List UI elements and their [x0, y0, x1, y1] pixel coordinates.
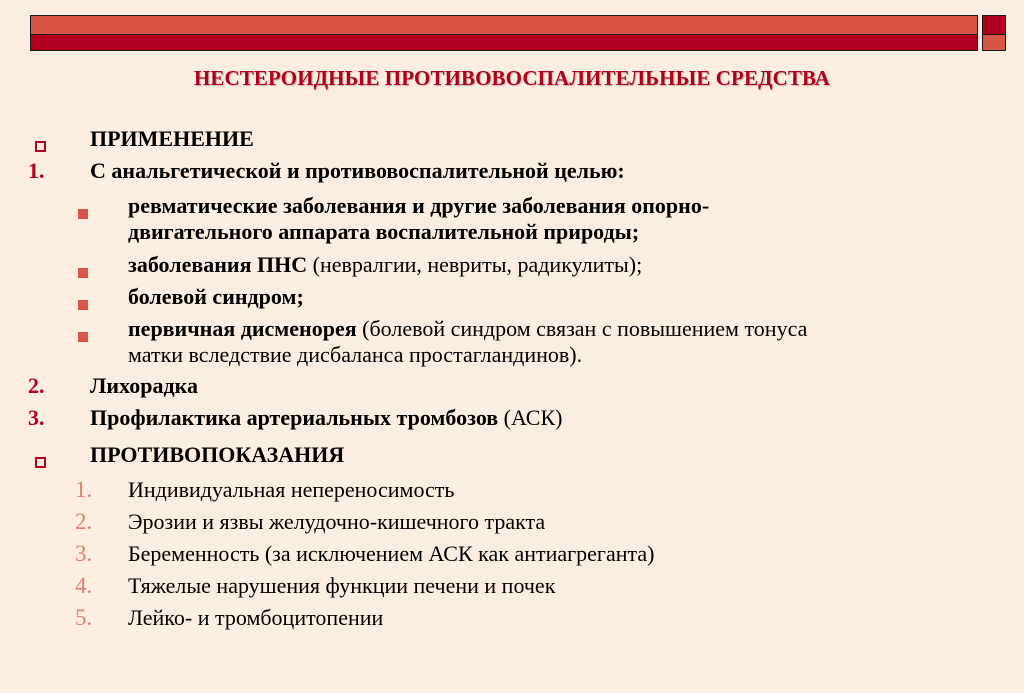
section-heading-application: ПРИМЕНЕНИЕ [90, 126, 254, 151]
slide-title: НЕСТЕРОИДНЫЕ ПРОТИВОВОСПАЛИТЕЛЬНЫЕ СРЕДСТВА [193, 66, 831, 90]
filled-square-bullet-icon [78, 290, 88, 316]
list-item-text: С анальгетической и противовоспалительной целью: [90, 158, 625, 183]
list-item-text: Индивидуальная непереносимость [128, 477, 455, 502]
list-number: 1. [28, 158, 45, 183]
list-number: 3. [75, 541, 93, 566]
hollow-square-bullet-icon [35, 132, 46, 158]
list-item-text: Тяжелые нарушения функции печени и почек [128, 573, 556, 598]
list-number: 2. [28, 373, 45, 398]
list-item-text: Беременность (за исключением АСК как антиагреганта) [128, 541, 655, 566]
list-item-text [90, 405, 562, 431]
sub-item-text-line1 [128, 316, 807, 342]
header-bar-light [30, 15, 978, 35]
header-square-light [982, 35, 1006, 51]
sub-item-text: болевой синдром; [128, 284, 304, 309]
filled-square-bullet-icon [78, 258, 88, 284]
header-bar-dark [30, 35, 978, 51]
section-heading-contraindications: ПРОТИВОПОКАЗАНИЯ [90, 442, 345, 467]
list-number: 3. [28, 405, 45, 430]
sub-item-text [128, 252, 642, 278]
sub-item-text-line2: двигательного аппарата воспалительной природы; [128, 219, 640, 244]
list-number: 4. [75, 573, 93, 598]
list-number: 1. [75, 477, 93, 502]
list-item-text: Эрозии и язвы желудочно-кишечного тракта [128, 509, 546, 534]
sub-item-text-line1: ревматические заболевания и другие заболевания опорно- [128, 193, 710, 218]
filled-square-bullet-icon [78, 199, 88, 225]
list-number: 2. [75, 509, 93, 534]
filled-square-bullet-icon [78, 322, 88, 348]
sub-item-normal: (невралгии, невриты, радикулиты); [307, 252, 643, 277]
list-item-text: Лейко- и тромбоцитопении [128, 605, 384, 630]
list-item-bold: Профилактика артериальных тромбозов [90, 405, 499, 430]
sub-item-bold: заболевания ПНС [128, 252, 308, 277]
hollow-square-bullet-icon [35, 448, 46, 474]
list-item-text: Лихорадка [90, 373, 198, 398]
list-item-normal: (АСК) [498, 405, 563, 430]
sub-item-text-line2: матки вследствие дисбаланса простагландинов). [128, 342, 583, 367]
sub-item-normal: (болевой синдром связан с повышением тонуса [356, 316, 808, 341]
sub-item-bold: первичная дисменорея [128, 316, 357, 341]
list-number: 5. [75, 605, 93, 630]
header-bar [30, 15, 978, 51]
header-square-dark [982, 15, 1006, 35]
